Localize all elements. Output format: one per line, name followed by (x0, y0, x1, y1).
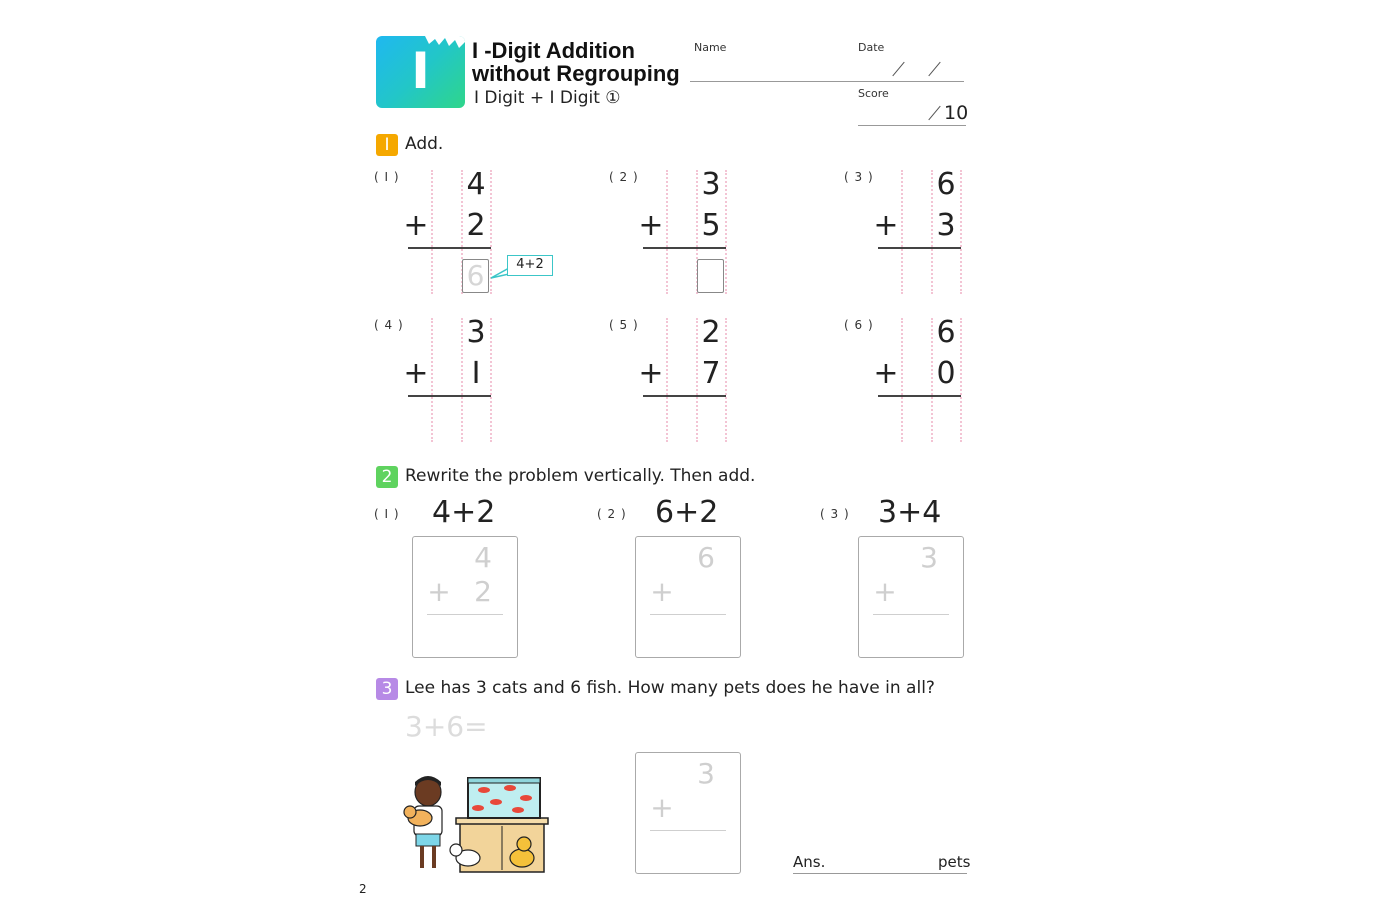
score-separator (928, 106, 940, 120)
plus-sign: + (403, 208, 429, 243)
s3-trace-expression[interactable]: 3+6= (405, 710, 488, 743)
trace-sum-line (650, 614, 726, 615)
guide-line (431, 318, 433, 442)
trace-sum-line (873, 614, 949, 615)
sum-line (643, 395, 726, 397)
s2-problem-3-expression: 3+4 (878, 495, 942, 530)
guide-line (901, 170, 903, 294)
problem-3-answer-area[interactable] (931, 259, 956, 291)
s2-problem-3-work-box[interactable] (858, 536, 964, 658)
problem-2-label: ( 2 ) (609, 170, 639, 184)
section3-badge: 3 (376, 678, 398, 700)
problem-5-answer-area[interactable] (697, 406, 722, 438)
problem-1-top: 4 (466, 167, 486, 202)
unit-badge (376, 36, 465, 108)
problem-5-label: ( 5 ) (609, 318, 639, 332)
date-label: Date (858, 41, 885, 54)
page-subtitle: I Digit + I Digit ① (474, 88, 621, 108)
s2-problem-1-work-box[interactable] (412, 536, 518, 658)
date-separator-2 (928, 62, 940, 76)
sum-line (878, 247, 961, 249)
unit-number: I (411, 42, 430, 100)
sum-line (643, 247, 726, 249)
problem-3-top: 6 (936, 167, 956, 202)
problem-3-bottom: 3 (936, 208, 956, 243)
s2-problem-1-trace-top: 4 (474, 541, 492, 574)
page-title-line2: without Regrouping (472, 61, 680, 86)
name-field-line[interactable] (690, 81, 850, 82)
sum-line (408, 247, 491, 249)
s2-problem-1-trace-bottom: 2 (474, 575, 492, 608)
score-label: Score (858, 87, 889, 100)
sum-line (878, 395, 961, 397)
trace-sum-line (427, 614, 503, 615)
problem-3-label: ( 3 ) (844, 170, 874, 184)
problem-4-bottom: I (471, 356, 481, 391)
date-separator-1 (892, 62, 904, 76)
problem-1-answer-box[interactable] (462, 259, 489, 293)
problem-1-answer-trace: 6 (466, 259, 485, 292)
score-field-line[interactable] (858, 125, 966, 126)
page-number: 2 (359, 882, 367, 896)
score-max: 10 (944, 102, 969, 124)
problem-6-label: ( 6 ) (844, 318, 874, 332)
problem-5-bottom: 7 (701, 356, 721, 391)
boy-cats-fish-illustration-icon (398, 774, 550, 874)
guide-line (901, 318, 903, 442)
plus-sign: + (873, 356, 899, 391)
s2-problem-1-expression: 4+2 (432, 495, 496, 530)
problem-6-answer-area[interactable] (931, 406, 956, 438)
s2-problem-1-label: ( I ) (374, 507, 400, 521)
s2-plus-trace: + (650, 575, 674, 608)
page-title-line1: I -Digit Addition (472, 38, 635, 63)
problem-5-top: 2 (701, 315, 721, 350)
s2-problem-2-work-box[interactable] (635, 536, 741, 658)
plus-sign: + (873, 208, 899, 243)
hint-bubble: 4+2 (507, 255, 553, 276)
section3-question: Lee has 3 cats and 6 fish. How many pets does he have in all? (405, 678, 935, 698)
plus-sign: + (638, 356, 664, 391)
section1-instruction: Add. (405, 134, 444, 154)
section1-badge: I (376, 134, 398, 156)
problem-4-top: 3 (466, 315, 486, 350)
section2-badge: 2 (376, 466, 398, 488)
answer-field-line[interactable] (793, 873, 967, 874)
problem-1-label: ( I ) (374, 170, 400, 184)
problem-4-label: ( 4 ) (374, 318, 404, 332)
sum-line (408, 395, 491, 397)
plus-sign: + (638, 208, 664, 243)
problem-2-top: 3 (701, 167, 721, 202)
problem-1-bottom: 2 (466, 208, 486, 243)
name-label: Name (694, 41, 727, 54)
problem-6-bottom: 0 (936, 356, 956, 391)
s2-problem-2-trace-top: 6 (697, 541, 715, 574)
guide-line (666, 318, 668, 442)
s2-problem-3-trace-top: 3 (920, 541, 938, 574)
guide-line (431, 170, 433, 294)
trace-sum-line (650, 830, 726, 831)
date-field-line[interactable] (850, 81, 964, 82)
answer-unit: pets (938, 853, 971, 871)
s3-plus-trace: + (650, 791, 674, 824)
problem-4-answer-area[interactable] (462, 406, 487, 438)
s2-plus-trace: + (427, 575, 451, 608)
section2-instruction: Rewrite the problem vertically. Then add. (405, 466, 756, 486)
s2-plus-trace: + (873, 575, 897, 608)
plus-sign: + (403, 356, 429, 391)
answer-label: Ans. (793, 853, 826, 871)
problem-6-top: 6 (936, 315, 956, 350)
s2-problem-2-expression: 6+2 (655, 495, 719, 530)
problem-2-answer-box[interactable] (697, 259, 724, 293)
s2-problem-3-label: ( 3 ) (820, 507, 850, 521)
problem-2-bottom: 5 (701, 208, 721, 243)
s2-problem-2-label: ( 2 ) (597, 507, 627, 521)
s3-trace-top: 3 (697, 757, 715, 790)
s3-work-box[interactable] (635, 752, 741, 874)
guide-line (666, 170, 668, 294)
